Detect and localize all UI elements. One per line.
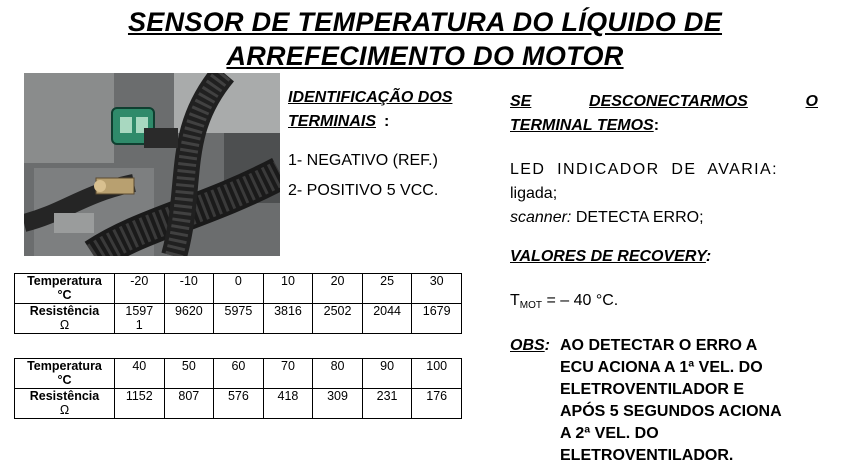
disconnect-section (510, 90, 818, 230)
recovery-value: $T_{MOT}$ = – 40 °C. (510, 292, 619, 311)
engine-sensor-icon (24, 73, 280, 256)
resistance-header: Resistência Ω (15, 304, 115, 334)
resistance-table-1 (14, 273, 462, 334)
obs-text: AO DETECTAR O ERRO A ECU ACIONA A 1ª VEL. DO ELETROVENTILADOR E APÓS 5 SEGUNDOS ACIONA A 2ª VEL. DO ELETROVENTILADOR. (560, 337, 782, 464)
table-cell: 9620 (164, 304, 214, 334)
led-status: ligada; (510, 185, 558, 202)
table-cell: 418 (263, 389, 313, 419)
identification-section (288, 86, 452, 203)
table-cell: -10 (164, 274, 214, 304)
recovery-heading: VALORES DE RECOVERY: (510, 248, 712, 265)
table-cell: 25 (362, 274, 412, 304)
table-cell: 1597 1 (115, 304, 165, 334)
table-cell: 309 (313, 389, 363, 419)
table-cell: 50 (164, 359, 214, 389)
table-cell: 5975 (214, 304, 264, 334)
terminal-item-1: 1- NEGATIVO (REF.) (288, 152, 438, 169)
temperature-header: Temperatura °C (15, 359, 115, 389)
terminal-item-2: 2- POSITIVO 5 VCC. (288, 182, 439, 199)
scanner-line: scanner: DETECTA ERRO; (510, 209, 704, 226)
table-row (15, 359, 462, 389)
table-cell: 90 (362, 359, 412, 389)
resistance-table-2 (14, 358, 462, 419)
table-row (15, 274, 462, 304)
table-cell: 40 (115, 359, 165, 389)
table-cell: 70 (263, 359, 313, 389)
table-cell: 100 (412, 359, 462, 389)
identification-heading-colon: : (384, 113, 390, 130)
table-row (15, 389, 462, 419)
engine-sensor-photo (24, 73, 280, 256)
disconnect-heading-line1: SE DESCONECTARMOS O (510, 93, 818, 110)
page-title-line1: SENSOR DE TEMPERATURA DO LÍQUIDO DE (127, 7, 723, 37)
table-cell: 30 (412, 274, 462, 304)
recovery-section (510, 245, 711, 318)
table-cell: 80 (313, 359, 363, 389)
disconnect-heading-line2: TERMINAL TEMOS: (510, 117, 660, 134)
table-cell: 176 (412, 389, 462, 419)
table-cell: -20 (115, 274, 165, 304)
table-cell: 60 (214, 359, 264, 389)
table-cell: 1152 (115, 389, 165, 419)
obs-label: OBS: (510, 337, 550, 354)
page-title-line2: ARREFECIMENTO DO MOTOR (226, 41, 624, 71)
temperature-header: Temperatura °C (15, 274, 115, 304)
table-cell: 3816 (263, 304, 313, 334)
led-line: LED INDICADOR DE AVARIA: (510, 161, 778, 178)
table-cell: 576 (214, 389, 264, 419)
obs-section (510, 335, 820, 467)
table-cell: 2502 (313, 304, 363, 334)
resistance-header: Resistência Ω (15, 389, 115, 419)
table-cell: 1679 (412, 304, 462, 334)
table-cell: 231 (362, 389, 412, 419)
identification-heading: IDENTIFICAÇÃO DOS TERMINAIS (288, 89, 453, 130)
table-cell: 2044 (362, 304, 412, 334)
table-cell: 807 (164, 389, 214, 419)
table-row (15, 304, 462, 334)
table-cell: 20 (313, 274, 363, 304)
table-cell: 10 (263, 274, 313, 304)
table-cell: 0 (214, 274, 264, 304)
